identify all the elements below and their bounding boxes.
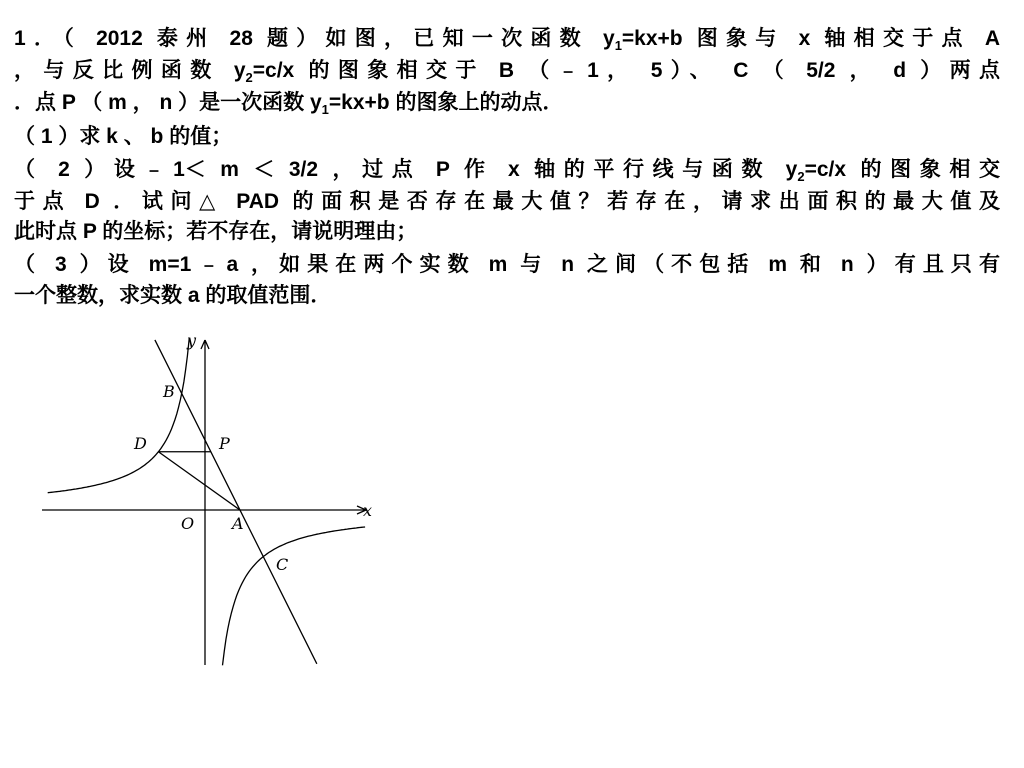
problem-intro-text: 1．（ 2012 泰州 28 题）如图，已知一次函数 y: [14, 27, 615, 50]
origin-label: O: [181, 514, 195, 533]
problem-text-segment: 一个整数，求实数 a 的取值范围．: [14, 284, 332, 307]
linear-function-line: [155, 340, 317, 664]
question-1-text: （ 1 ）求 k 、 b 的值；: [14, 125, 233, 148]
hyperbola-branch-upper-left: [48, 339, 190, 493]
problem-text-segment: 此时点 P 的坐标；若不存在，请说明理由；: [14, 220, 418, 243]
problem-text-segment: （ 3 ）设 m=1﹣a ，如果在两个实数 m 与 n 之间（不包括 m 和 n ）有且只有: [14, 253, 1000, 276]
problem-text-segment: ，与反比例函数 y: [14, 59, 246, 82]
subscript: 2: [245, 70, 253, 85]
y-axis-label: y: [187, 331, 197, 350]
point-d-label: D: [134, 434, 147, 453]
problem-text-segment: =c/x 的图象相交于 B （﹣1， 5）、 C （ 5/2 ， d ）两点: [252, 59, 1001, 82]
problem-text-segment: =kx+b 的图象上的动点．: [328, 91, 564, 114]
point-p-label: P: [219, 434, 230, 453]
problem-text-segment: ．点 P （ m ， n ）是一次函数 y: [14, 91, 322, 114]
point-a-label: A: [232, 514, 244, 533]
problem-text-segment: =kx+b 图象与 x 轴相交于点 A: [621, 27, 1000, 50]
problem-text-segment: =c/x 的图象相交: [804, 158, 1000, 181]
subscript: 1: [614, 38, 622, 53]
subscript: 1: [321, 102, 329, 117]
x-axis-label: x: [363, 501, 373, 520]
problem-text-segment: 于点 D ．试问△ PAD 的面积是否存在最大值？若存在，请求出面积的最大值及: [14, 190, 1000, 213]
hyperbola-branch-lower-right: [223, 527, 366, 665]
segment-DA: [158, 452, 240, 510]
subscript: 2: [797, 169, 805, 184]
point-b-label: B: [163, 382, 175, 401]
problem-text-segment: （ 2 ）设﹣1＜ m ＜ 3/2 ，过点 P 作 x 轴的平行线与函数 y: [14, 158, 798, 181]
point-c-label: C: [276, 555, 289, 574]
